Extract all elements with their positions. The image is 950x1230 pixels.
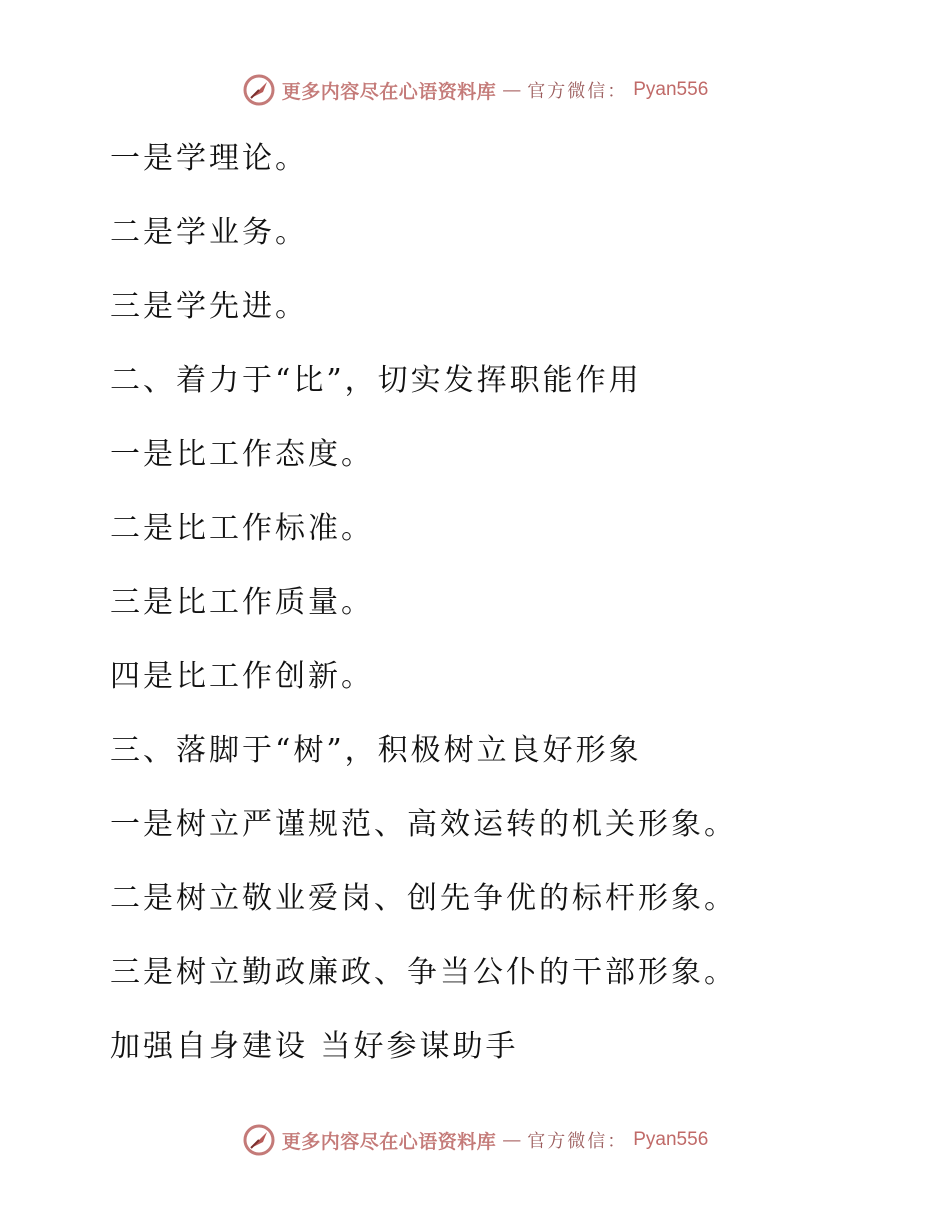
body-line: 一是学理论。 <box>110 141 308 176</box>
header-banner <box>0 70 950 110</box>
header-title: 更多内容尽在心语资料库 <box>281 80 497 103</box>
feather-pen-logo-icon <box>242 73 276 107</box>
footer-separator: — <box>502 1129 522 1151</box>
body-line: 一是比工作态度。 <box>110 437 374 472</box>
header-separator: — <box>502 79 522 101</box>
document-title-line: 加强自身建设 当好参谋助手 <box>110 1029 519 1064</box>
footer-wechat-id: Pyan556 <box>633 1129 709 1150</box>
body-line: 二是树立敬业爱岗、创先争优的标杆形象。 <box>110 881 737 916</box>
section-heading: 三、落脚于“树”，积极树立良好形象 <box>110 733 642 768</box>
body-line: 三是树立勤政廉政、争当公仆的干部形象。 <box>110 955 737 990</box>
body-line: 三是学先进。 <box>110 289 308 324</box>
footer-title: 更多内容尽在心语资料库 <box>281 1130 497 1153</box>
header-wechat-id: Pyan556 <box>633 79 709 100</box>
body-line: 二是比工作标准。 <box>110 511 374 546</box>
body-line: 二是学业务。 <box>110 215 308 250</box>
feather-pen-logo-icon <box>242 1123 276 1157</box>
body-line: 四是比工作创新。 <box>110 659 374 694</box>
body-line: 三是比工作质量。 <box>110 585 374 620</box>
section-heading: 二、着力于“比”，切实发挥职能作用 <box>110 363 642 398</box>
document-body <box>110 122 890 1084</box>
header-wechat-label: 官方微信： <box>527 81 628 102</box>
footer-banner <box>0 1120 950 1160</box>
body-line: 一是树立严谨规范、高效运转的机关形象。 <box>110 807 737 842</box>
footer-wechat-label: 官方微信： <box>527 1131 628 1152</box>
